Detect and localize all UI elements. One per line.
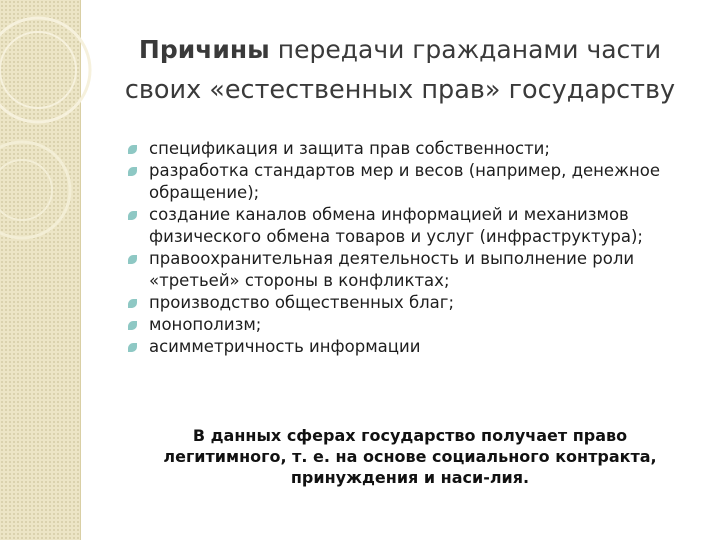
title-bold-word: Причины <box>138 35 270 64</box>
title-line-2: своих «естественных прав» государству <box>124 75 676 105</box>
bullet-line: «третьей» стороны в конфликтах; <box>149 271 450 290</box>
bullet-item <box>128 138 703 160</box>
slide-title <box>100 30 700 110</box>
title-line-1 <box>139 35 661 64</box>
title-line-1-rest: передачи гражданами части <box>269 35 662 64</box>
bullet-line: обращение); <box>149 183 260 202</box>
bullet-item <box>128 204 703 248</box>
bullet-line: спецификация и защита прав собственности; <box>149 139 550 158</box>
bullet-line: создание каналов обмена информацией и механизмов <box>149 205 629 224</box>
bullet-line: асимметричность информации <box>149 337 421 356</box>
bullet-line: правоохранительная деятельность и выполнение роли <box>149 249 635 268</box>
bullet-item <box>128 160 703 204</box>
bullet-item <box>128 248 703 292</box>
bullet-item <box>128 336 703 358</box>
bullet-list <box>128 138 703 358</box>
conclusion-line: В данных сферах государство получает право <box>192 426 628 445</box>
bullet-item <box>128 292 703 314</box>
conclusion-line: легитимного, т. е. на основе социального контракта, <box>163 447 657 466</box>
bullet-item <box>128 314 703 336</box>
bullet-line: производство общественных благ; <box>149 293 455 312</box>
conclusion-line: принуждения и наси-лия. <box>290 468 530 487</box>
bullet-line: физического обмена товаров и услуг (инфраструктура); <box>149 227 643 246</box>
conclusion-text <box>140 425 680 488</box>
bullet-line: монополизм; <box>149 315 262 334</box>
bullet-line: разработка стандартов мер и весов (например, денежное <box>149 161 660 180</box>
